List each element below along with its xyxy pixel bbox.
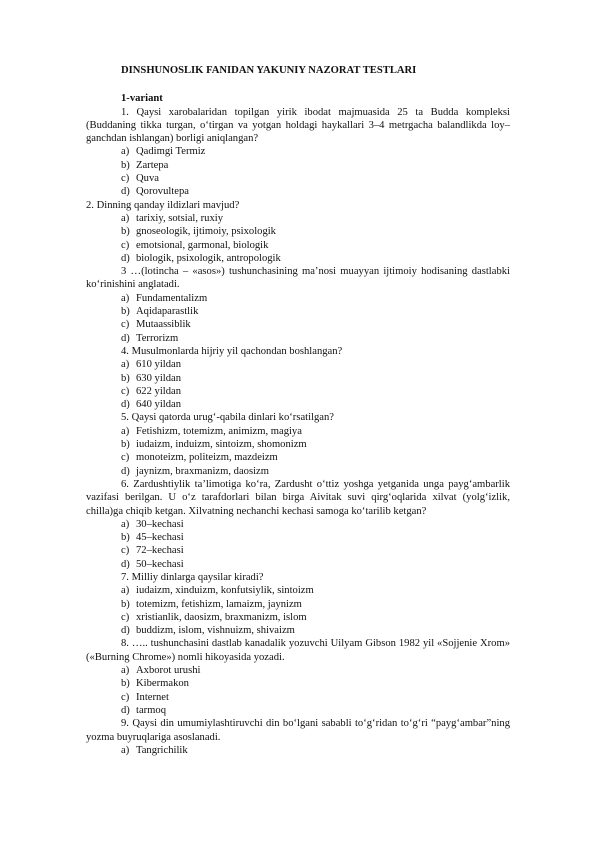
option-letter: d) [121, 252, 130, 264]
option-text: iudaizm, induizm, sintoizm, shomonizm [136, 439, 307, 451]
answer-option [86, 584, 510, 597]
answer-option [86, 677, 510, 690]
option-letter: a) [121, 292, 130, 304]
option-letter: a) [121, 146, 130, 158]
option-text: Fetishizm, totemizm, animizm, magiya [136, 425, 302, 437]
option-text: Kibermakon [136, 678, 189, 690]
option-text: Terrorizm [136, 332, 179, 344]
option-letter: c) [121, 452, 130, 464]
option-text: monoteizm, politeizm, mazdeizm [136, 452, 278, 464]
answer-option [86, 225, 510, 238]
answer-option [86, 372, 510, 385]
option-text: Internet [136, 691, 169, 703]
option-letter: d) [121, 465, 130, 477]
option-text: 630 yildan [136, 372, 182, 384]
answer-option [86, 252, 510, 265]
answer-option [86, 611, 510, 624]
answer-option [86, 305, 510, 318]
option-letter: a) [121, 518, 130, 530]
option-text: tarmoq [136, 704, 167, 716]
answer-option [86, 544, 510, 557]
option-text: iudaizm, xinduizm, konfutsiylik, sintoizm [136, 585, 314, 597]
question-text: 7. Milliy dinlarga qaysilar kiradi? [121, 571, 264, 583]
option-letter: b) [121, 159, 130, 171]
option-text: Aqidaparastlik [136, 306, 199, 318]
question-text: 5. Qaysi qatorda urug‘-qabila dinlari ko‘rsatilgan? [121, 412, 334, 424]
question-block [86, 345, 510, 411]
option-letter: b) [121, 598, 130, 610]
option-letter: a) [121, 359, 130, 371]
document-title: DINSHUNOSLIK FANIDAN YAKUNIY NAZORAT TESTLARI [121, 65, 417, 76]
answer-option [86, 704, 510, 717]
answer-option [86, 385, 510, 398]
option-text: gnoseologik, ijtimoiy, psixologik [136, 226, 276, 238]
option-letter: d) [121, 558, 130, 570]
option-letter: c) [121, 385, 130, 397]
option-letter: b) [121, 439, 130, 451]
option-letter: a) [121, 585, 130, 597]
answer-option [86, 691, 510, 704]
answer-option [86, 172, 510, 185]
option-letter: b) [121, 306, 130, 318]
question-text: 4. Musulmonlarda hijriy yil qachondan boshlangan? [121, 345, 343, 357]
option-letter: d) [121, 399, 130, 411]
option-text: tarixiy, sotsial, ruxiy [136, 212, 223, 224]
option-text: Axborot urushi [136, 665, 201, 677]
answer-option [86, 212, 510, 225]
question-block [86, 199, 510, 265]
answer-option [86, 558, 510, 571]
option-letter: d) [121, 332, 130, 344]
option-text: emotsional, garmonal, biologik [136, 239, 269, 251]
option-text: 610 yildan [136, 359, 182, 371]
option-letter: c) [121, 319, 130, 331]
option-text: 45–kechasi [136, 532, 184, 544]
option-text: 50–kechasi [136, 558, 184, 570]
answer-option [86, 332, 510, 345]
question-text: 3 …(lotincha – «asos») tushunchasining ma’nosi muayyan ijtimoiy hodisaning dastlabki ko‘rinishini anglatadi. [86, 266, 510, 291]
option-text: 640 yildan [136, 399, 182, 411]
option-text: xristianlik, daosizm, braxmanizm, islom [136, 611, 307, 623]
answer-option [86, 239, 510, 252]
answer-option [86, 159, 510, 172]
answer-option [86, 425, 510, 438]
option-text: Quva [136, 173, 159, 185]
question-block [86, 106, 510, 199]
option-letter: b) [121, 372, 130, 384]
answer-option [86, 598, 510, 611]
answer-option [86, 185, 510, 198]
variant-heading: 1-variant [121, 93, 163, 105]
answer-option [86, 465, 510, 478]
option-letter: d) [121, 704, 130, 716]
option-letter: a) [121, 665, 130, 677]
answer-option [86, 318, 510, 331]
option-letter: a) [121, 212, 130, 224]
option-text: buddizm, islom, vishnuizm, shivaizm [136, 625, 295, 637]
option-text: Mutaassiblik [136, 319, 191, 331]
question-block [86, 637, 510, 717]
option-letter: c) [121, 239, 130, 251]
question-block [86, 478, 510, 571]
option-text: Zartepa [136, 159, 169, 171]
option-letter: b) [121, 532, 130, 544]
option-letter: d) [121, 625, 130, 637]
answer-option [86, 358, 510, 371]
questions-list [86, 106, 510, 758]
option-letter: c) [121, 545, 130, 557]
question-text: 2. Dinning qanday ildizlari mavjud? [86, 199, 240, 211]
question-text: 8. ….. tushunchasini dastlab kanadalik yozuvchi Uilyam Gibson 1982 yil «Sojjenie Xrom» («Burning Chrome») nomli hikoyasida yozadi. [86, 638, 510, 663]
answer-option [86, 624, 510, 637]
answer-option [86, 664, 510, 677]
option-text: 30–kechasi [136, 518, 184, 530]
question-text: 1. Qaysi xarobalaridan topilgan yirik ibodat majmuasida 25 ta Budda kompleksi (Buddaning tikka turgan, o‘tirgan va yotgan holdagi haykallari 3–4 metrgacha balandlikda loy–ganchdan ishlangan) borligi aniqlangan? [86, 106, 510, 145]
option-letter: c) [121, 611, 130, 623]
option-text: biologik, psixologik, antropologik [136, 252, 281, 264]
answer-option [86, 744, 510, 757]
option-text: Tangrichilik [136, 744, 188, 756]
question-text: 9. Qaysi din umumiylashtiruvchi din bo‘lgani sababli to‘g‘ridan to‘g‘ri “payg‘ambar”ning yozma buyruqlariga asoslanadi. [86, 718, 510, 743]
answer-option [86, 438, 510, 451]
option-text: jaynizm, braxmanizm, daosizm [136, 465, 269, 477]
option-text: Fundamentalizm [136, 292, 208, 304]
option-text: Qadimgi Termiz [136, 146, 206, 158]
question-block [86, 717, 510, 757]
answer-option [86, 451, 510, 464]
answer-option [86, 292, 510, 305]
answer-option [86, 145, 510, 158]
option-text: Qorovultepa [136, 186, 189, 198]
question-block [86, 265, 510, 345]
answer-option [86, 398, 510, 411]
option-letter: d) [121, 186, 130, 198]
question-block [86, 571, 510, 637]
option-letter: a) [121, 425, 130, 437]
question-block [86, 411, 510, 477]
option-letter: b) [121, 226, 130, 238]
option-letter: c) [121, 691, 130, 703]
answer-option [86, 531, 510, 544]
answer-option [86, 518, 510, 531]
option-letter: b) [121, 678, 130, 690]
option-text: 72–kechasi [136, 545, 184, 557]
option-letter: c) [121, 173, 130, 185]
option-text: totemizm, fetishizm, lamaizm, jaynizm [136, 598, 302, 610]
option-text: 622 yildan [136, 385, 182, 397]
question-text: 6. Zardushtiylik ta’limotiga ko‘ra, Zardusht o‘ttiz yoshga yetganida unga payg‘ambarlik vazifasi berilgan. U o‘z tarafdorlari bilan birga Aivitak suvi qirg‘oqlarida xilvat (yolg‘izlik, chilla)ga chiqib ketgan. Xilvatning nechanchi kechasi samoga ko‘tarilib ketgan? [86, 478, 510, 517]
option-letter: a) [121, 744, 130, 756]
